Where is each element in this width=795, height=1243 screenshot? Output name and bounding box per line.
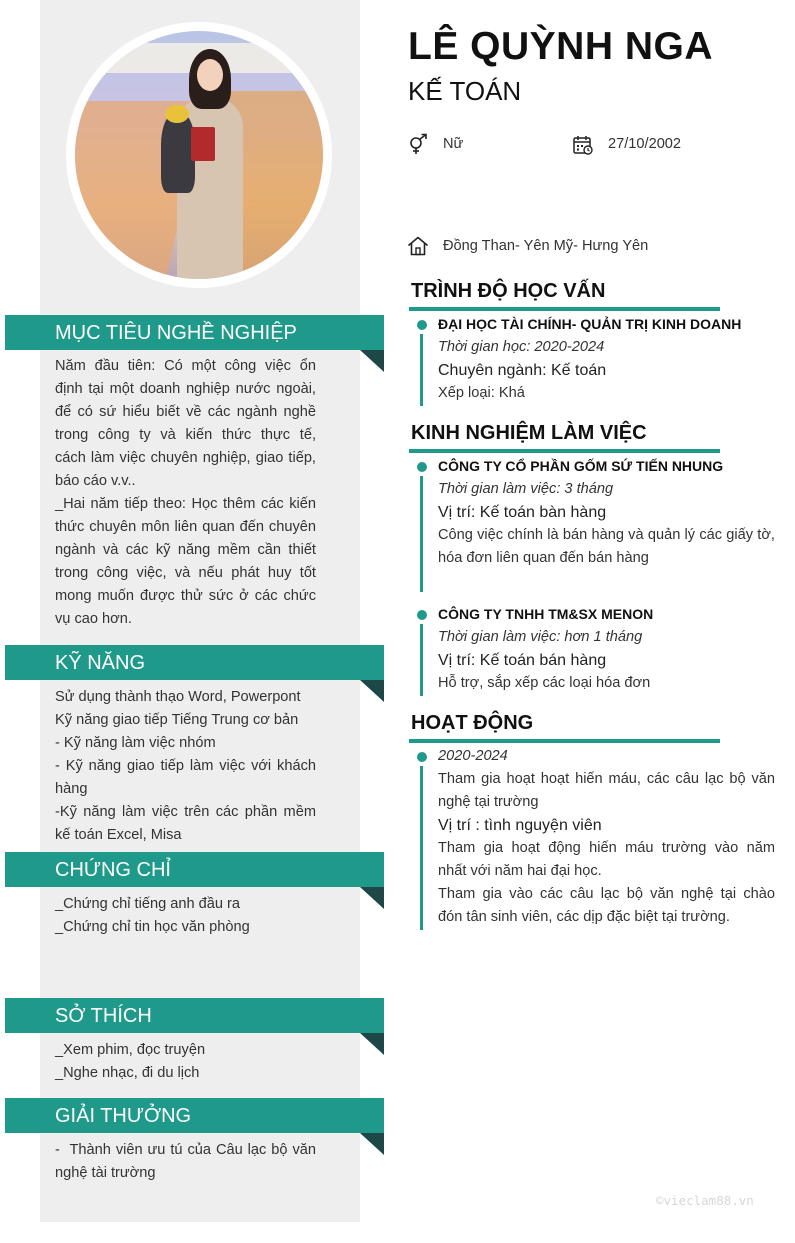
awards-text: [55, 1139, 316, 1185]
activity-position: Vị trí : tình nguyện viên: [438, 817, 602, 834]
section-underline: [409, 449, 720, 453]
home-icon: [407, 235, 429, 257]
grade: Xếp loại: Khá: [438, 385, 525, 401]
education-title: TRÌNH ĐỘ HỌC VẤN: [411, 280, 606, 302]
objective-line: Năm đầu tiên: Có một công việc ổn: [55, 358, 316, 374]
hobby-line: _Xem phim, đọc truyện: [55, 1042, 206, 1058]
timeline-line: [420, 766, 423, 930]
objective-line: cách làm việc chuyên nghiệp, giao tiếp,: [55, 450, 316, 466]
education-entry: [438, 313, 775, 405]
work-period: Thời gian làm việc: hơn 1 tháng: [438, 629, 643, 645]
activity-text: Tham gia vào các câu lạc bộ văn nghệ tại chào: [438, 886, 775, 902]
objective-line: vụ cao hơn.: [55, 611, 132, 627]
ribbon-fold: [360, 1133, 384, 1155]
gender-icon: [407, 133, 429, 155]
certificates-title: CHỨNG CHỈ: [55, 859, 171, 881]
timeline-dot: [417, 610, 427, 620]
timeline-dot: [417, 320, 427, 330]
awards-title: GIẢI THƯỞNG: [55, 1105, 192, 1127]
objective-line: trong công việc, và nếu phát huy tốt: [55, 565, 316, 581]
hobbies-header: [5, 998, 384, 1033]
skill-line: -Kỹ năng làm việc trên các phần mềm: [55, 804, 316, 820]
objective-title: MỤC TIÊU NGHỀ NGHIỆP: [55, 322, 297, 344]
activity-entry: [438, 745, 775, 929]
skills-text: [55, 686, 316, 847]
calendar-icon: [572, 134, 594, 156]
job-description: Công việc chính là bán hàng và quản lý các giấy tờ,: [438, 527, 775, 543]
certificates-header: [5, 852, 384, 887]
address-value: Đồng Than- Yên Mỹ- Hưng Yên: [443, 238, 649, 254]
ribbon-fold: [360, 350, 384, 372]
activity-text: nhất với năm hai đại học.: [438, 863, 602, 879]
objective-line: trong công ty và kiến thức thực tế,: [55, 427, 316, 443]
skill-line: hàng: [55, 781, 88, 797]
awards-header: [5, 1098, 384, 1133]
job-position: Vị trí: Kế toán bàn hàng: [438, 504, 607, 521]
activity-text: nghệ tại trường: [438, 794, 539, 810]
ribbon-fold: [360, 887, 384, 909]
certificate-line: _Chứng chỉ tiếng anh đầu ra: [55, 896, 241, 912]
study-period: Thời gian học: 2020-2024: [438, 339, 605, 355]
hobbies-title: SỞ THÍCH: [55, 1005, 152, 1027]
major: Chuyên ngành: Kế toán: [438, 362, 607, 379]
experience-title: KINH NGHIỆM LÀM VIỆC: [411, 422, 647, 444]
birthday-value: 27/10/2002: [608, 136, 682, 152]
work-period: Thời gian làm việc: 3 tháng: [438, 481, 614, 497]
hobbies-text: [55, 1039, 316, 1085]
company-name: CÔNG TY TNHH TM&SX MENON: [438, 606, 654, 622]
activity-text: Tham gia hoạt hoạt hiến máu, các câu lạc bộ văn: [438, 771, 775, 787]
job-description: hóa đơn liên quan đến bán hàng: [438, 550, 649, 566]
activity-text: Tham gia hoạt động hiến máu trường vào năm: [438, 840, 775, 856]
full-name: LÊ QUỲNH NGA: [408, 25, 714, 68]
ribbon-fold: [360, 680, 384, 702]
timeline-dot: [417, 462, 427, 472]
skill-line: - Kỹ năng giao tiếp làm việc với khách: [55, 758, 316, 774]
timeline-dot: [417, 752, 427, 762]
certificates-text: [55, 893, 316, 939]
skill-line: - Kỹ năng làm việc nhóm: [55, 735, 216, 751]
job-position: Vị trí: Kế toán bán hàng: [438, 652, 607, 669]
objective-line: để có sứ hiểu biết về các ngành nghề: [55, 404, 316, 420]
section-underline: [409, 307, 720, 311]
job-entry: [438, 603, 775, 695]
activity-period: 2020-2024: [438, 748, 508, 764]
school-name: ĐẠI HỌC TÀI CHÍNH- QUẢN TRỊ KINH DOANH: [438, 316, 742, 332]
job-entry: [438, 455, 775, 570]
gender-value: Nữ: [443, 136, 464, 152]
watermark: ©vieclam88.vn: [656, 1193, 754, 1208]
company-name: CÔNG TY CỔ PHẦN GỐM SỨ TIẾN NHUNG: [438, 458, 724, 474]
skills-header: [5, 645, 384, 680]
objective-line: định tại một doanh nghiệp nước ngoài,: [55, 381, 316, 397]
activities-title: HOẠT ĐỘNG: [411, 712, 534, 734]
skill-line: kế toán Excel, Misa: [55, 827, 182, 843]
ribbon-fold: [360, 1033, 384, 1055]
award-line: - Thành viên ưu tú của Câu lạc bộ văn: [55, 1142, 316, 1158]
activity-text: đón tân sinh viên, các dịp đặc biệt tại trường.: [438, 909, 730, 925]
skill-line: Kỹ năng giao tiếp Tiếng Trung cơ bản: [55, 712, 299, 728]
certificate-line: _Chứng chỉ tin học văn phòng: [55, 919, 250, 935]
hobby-line: _Nghe nhạc, đi du lịch: [55, 1065, 200, 1081]
objective-line: báo cáo v.v..: [55, 473, 136, 489]
objective-header: [5, 315, 384, 350]
objective-text: [55, 355, 316, 631]
objective-line: mong muốn được thử sức ở các chức: [55, 588, 316, 604]
timeline-line: [420, 476, 423, 592]
avatar-photo: [75, 31, 323, 279]
section-underline: [409, 739, 720, 743]
job-title: KẾ TOÁN: [408, 76, 522, 106]
award-line: nghệ tài trường: [55, 1165, 156, 1181]
objective-line: _Hai năm tiếp theo: Học thêm các kiến: [55, 496, 316, 512]
job-description: Hỗ trợ, sắp xếp các loại hóa đơn: [438, 675, 651, 691]
skill-line: Sử dụng thành thạo Word, Powerpont: [55, 689, 301, 705]
objective-line: thức chuyên môn liên quan đến chuyên: [55, 519, 316, 535]
skills-title: KỸ NĂNG: [55, 652, 146, 674]
timeline-line: [420, 334, 423, 406]
objective-line: ngành và các kỹ năng mềm cần thiết: [55, 542, 316, 558]
timeline-line: [420, 624, 423, 696]
